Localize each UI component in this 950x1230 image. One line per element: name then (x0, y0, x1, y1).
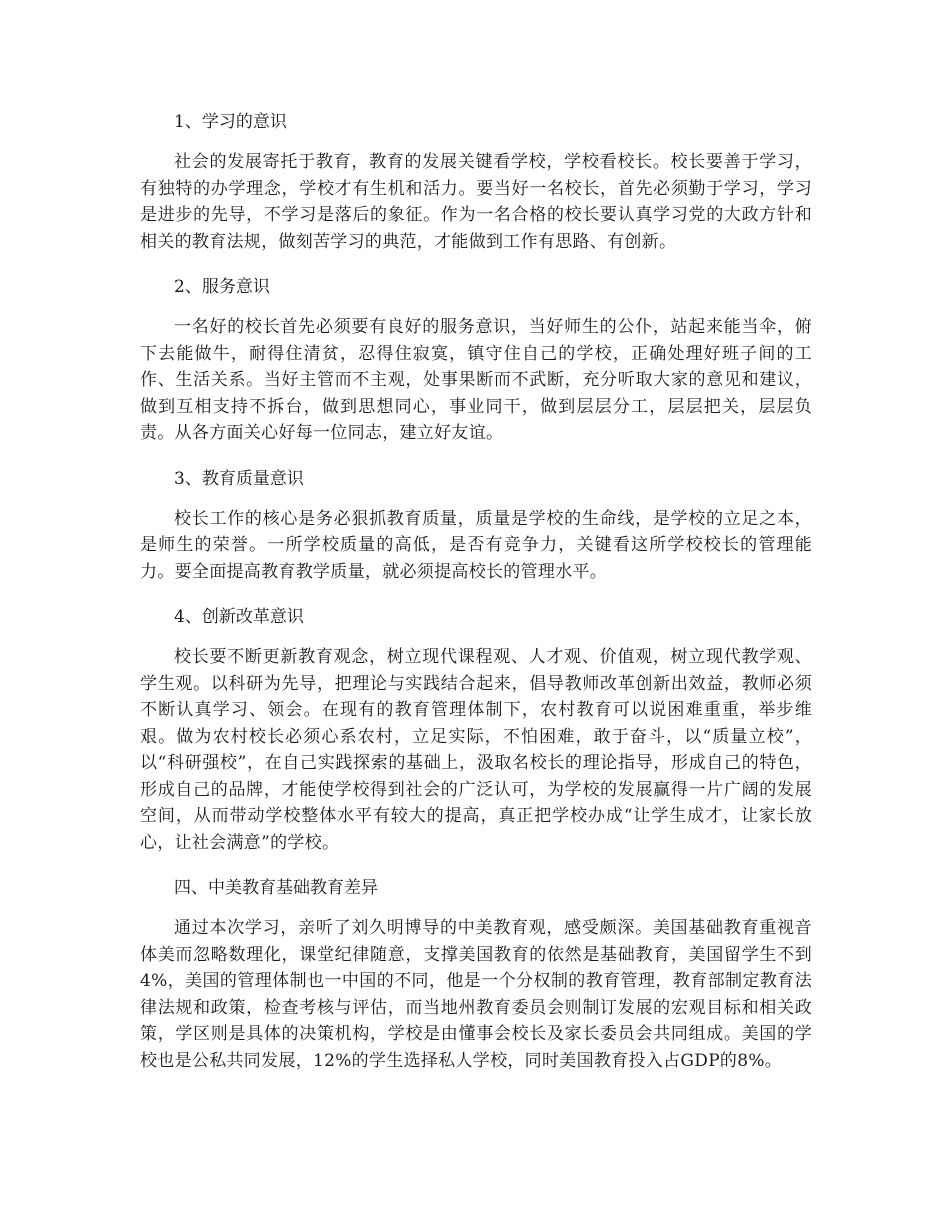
section-heading-service: 2、服务意识 (174, 277, 270, 297)
section-body-quality: 校长工作的核心是务必狠抓教育质量，质量是学校的生命线，是学校的立足之本，是师生的荣誉。一所学校质量的高低，是否有竞争力，关键看这所学校校长的管理能力。要全面提高教育教学质量，就必须提高校长的管理水平。 (140, 508, 812, 582)
section-body-service: 一名好的校长首先必须要有良好的服务意识，当好师生的公仆，站起来能当伞，俯下去能做牛，耐得住清贫，忍得住寂寞，镇守住自己的学校，正确处理好班子间的工作、生活关系。当好主管而不主观，处事果断而不武断，充分听取大家的意见和建议，做到互相支持不拆台，做到思想同心，事业同干，做到层层分工，层层把关，层层负责。从各方面关心好每一位同志，建立好友谊。 (140, 317, 812, 443)
section-heading-us-china: 四、中美教育基础教育差异 (174, 878, 378, 898)
section-heading-quality: 3、教育质量意识 (174, 468, 304, 489)
section-heading-learning: 1、学习的意识 (174, 112, 287, 132)
section-body-us-china: 通过本次学习，亲听了刘久明博导的中美教育观，感受颇深。美国基础教育重视音体美而忽略数理化，课堂纪律随意，支撑美国教育的依然是基础教育，美国留学生不到4%，美国的管理体制也一中国的不同，他是一个分权制的教育管理，教育部制定教育法律法规和政策，检查考核与评估，而当地州教育委员会则制订发展的宏观目标和相关政策，学区则是具体的决策机构，学校是由懂事会校长及家长委员会共同组成。美国的学校也是公私共同发展，12%的学生选择私人学校，同时美国教育投入占GDP的8%。 (140, 918, 812, 1071)
document-page (140, 106, 812, 1074)
section-body-innovation: 校长要不断更新教育观念，树立现代课程观、人才观、价值观，树立现代教学观、学生观。以科研为先导，把理论与实践结合起来，倡导教师改革创新出效益，教师必须不断认真学习、领会。在现有的教育管理体制下，农村教育可以说困难重重，举步维艰。做为农村校长必须心系农村，立足实际，不怕困难，敢于奋斗，以“质量立校”，以“科研强校”，在自己实践探索的基础上，汲取名校长的理论指导，形成自己的特色，形成自己的品牌，才能使学校得到社会的广泛认可，为学校的发展赢得一片广阔的发展空间，从而带动学校整体水平有较大的提高，真正把学校办成“让学生成才，让家长放心，让社会满意”的学校。 (140, 647, 812, 853)
section-body-learning: 社会的发展寄托于教育，教育的发展关键看学校，学校看校长。校长要善于学习，有独特的办学理念，学校才有生机和活力。要当好一名校长，首先必须勤于学习，学习是进步的先导，不学习是落后的象征。作为一名合格的校长要认真学习党的大政方针和相关的教育法规，做刻苦学习的典范，才能做到工作有思路、有创新。 (140, 152, 812, 252)
section-heading-innovation: 4、创新改革意识 (174, 607, 304, 627)
